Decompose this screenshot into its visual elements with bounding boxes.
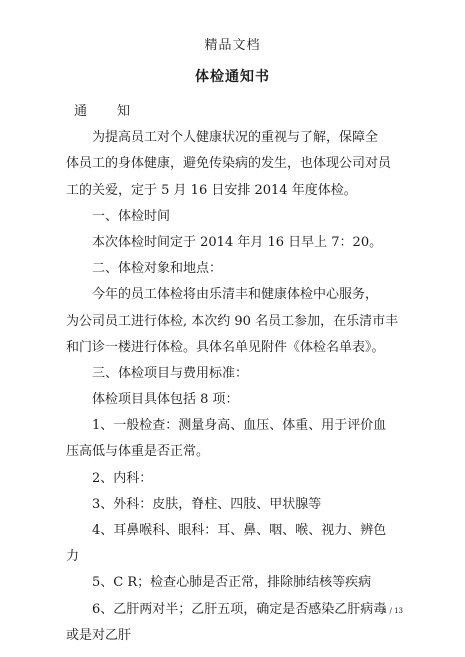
body-line: 工的关爱，定于 5 月 16 日安排 2014 年度体检。 bbox=[66, 182, 357, 198]
body-line: 体检项目具体包括 8 项： bbox=[92, 392, 239, 408]
salutation bbox=[66, 99, 403, 125]
salutation-part1: 通 bbox=[74, 104, 92, 119]
document-body bbox=[66, 99, 403, 649]
body-line: 三、体检项目与费用标准： bbox=[92, 365, 249, 381]
salutation-part2: 知 bbox=[117, 104, 135, 119]
page-header: 精品文档 bbox=[204, 38, 261, 53]
body-line: 4、耳鼻喉科、眼科：耳、鼻、咽、喉、视力、辨色 bbox=[92, 523, 387, 538]
body-lines bbox=[66, 125, 403, 649]
body-line: 1、一般检查：测量身高、血压、体重、用于评价血 bbox=[92, 418, 387, 434]
body-line: 为提高员工对个人健康状况的重视与了解，保障全 bbox=[92, 130, 379, 146]
body-line: 一、体检时间 bbox=[92, 208, 171, 224]
body-line: 5、C R；检查心肺是否正常，排除肺结核等疾病 bbox=[92, 575, 372, 591]
body-line: 力 bbox=[66, 549, 80, 565]
body-line: 压高低与体重是否正常。 bbox=[66, 444, 210, 460]
document-title: 体检通知书 bbox=[195, 69, 270, 85]
body-line: 二、体检对象和地点： bbox=[92, 261, 223, 277]
body-line: 2、内科： bbox=[92, 470, 153, 486]
body-line: 体员工的身体健康，避免传染病的发生，也体现公司对员 bbox=[66, 156, 392, 172]
body-line: 为公司员工进行体检, 本次约 90 名员工参加，在乐清市丰 bbox=[66, 313, 399, 329]
body-line: 今年的员工体检将由乐清丰和健康体检中心服务， bbox=[92, 287, 379, 303]
body-line: 本次体检时间定于 2014 年月 16 日早上 7：20。 bbox=[92, 234, 383, 250]
page-number: 1 / 13 bbox=[382, 607, 403, 615]
body-line: 和门诊一楼进行体检。具体名单见附件《体检名单表》。 bbox=[66, 339, 385, 355]
body-line: 6、乙肝两对半；乙肝五项，确定是否感染乙肝病毒 bbox=[92, 601, 387, 617]
body-line: 3、外科：皮肤，脊柱、四肢、甲状腺等 bbox=[92, 496, 322, 512]
body-line: 或是对乙肝 bbox=[66, 627, 132, 643]
